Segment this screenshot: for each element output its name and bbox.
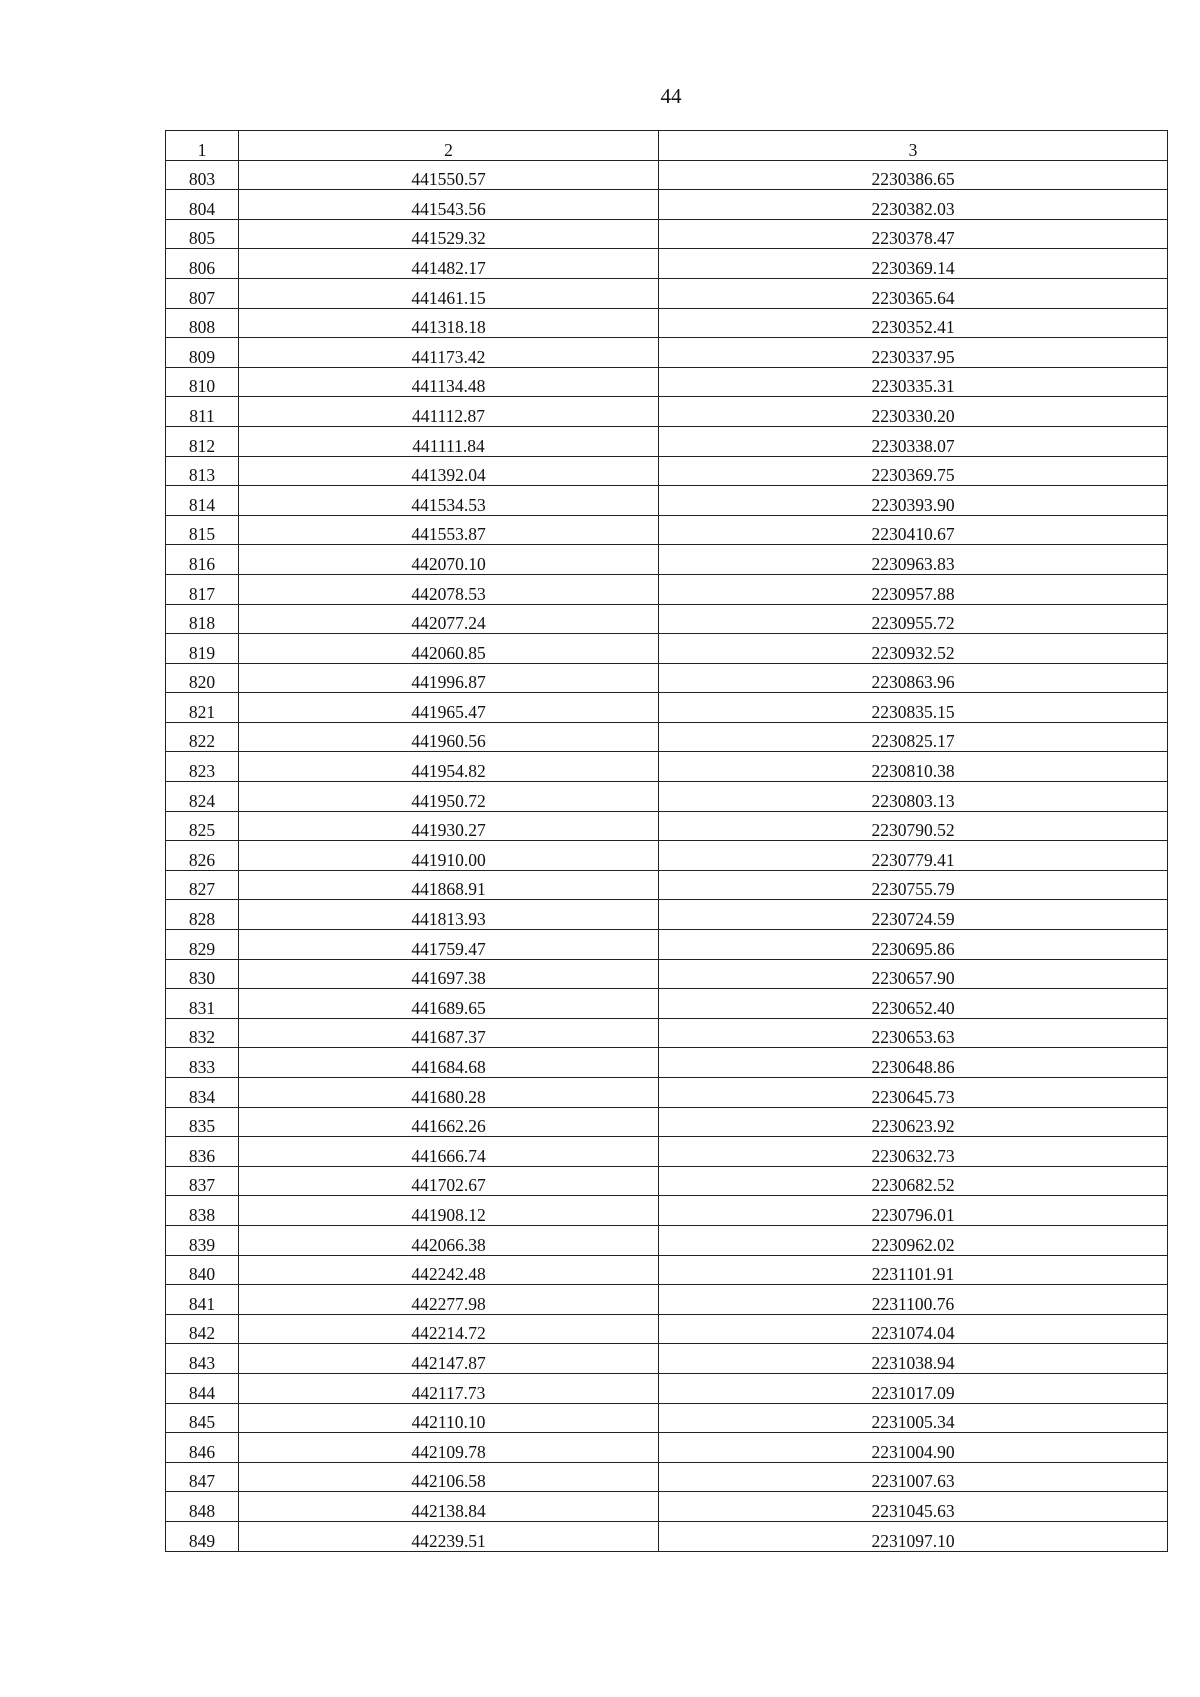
header-col-1: 1 <box>166 131 239 161</box>
table-row <box>166 308 1168 338</box>
table-row <box>166 959 1168 989</box>
y-coordinate-cell: 2230932.52 <box>659 634 1168 664</box>
x-coordinate-cell: 442077.24 <box>239 604 659 634</box>
x-coordinate-cell: 442109.78 <box>239 1433 659 1463</box>
table-row <box>166 900 1168 930</box>
x-coordinate-cell: 441813.93 <box>239 900 659 930</box>
x-coordinate-cell: 441134.48 <box>239 367 659 397</box>
y-coordinate-cell: 2230724.59 <box>659 900 1168 930</box>
y-coordinate-cell: 2230955.72 <box>659 604 1168 634</box>
point-number-cell: 844 <box>166 1373 239 1403</box>
table-row <box>166 1255 1168 1285</box>
x-coordinate-cell: 441482.17 <box>239 249 659 279</box>
x-coordinate-cell: 441534.53 <box>239 486 659 516</box>
point-number-cell: 809 <box>166 338 239 368</box>
point-number-cell: 842 <box>166 1314 239 1344</box>
point-number-cell: 832 <box>166 1018 239 1048</box>
x-coordinate-cell: 441930.27 <box>239 811 659 841</box>
point-number-cell: 845 <box>166 1403 239 1433</box>
y-coordinate-cell: 2230790.52 <box>659 811 1168 841</box>
x-coordinate-cell: 441318.18 <box>239 308 659 338</box>
y-coordinate-cell: 2230796.01 <box>659 1196 1168 1226</box>
point-number-cell: 827 <box>166 870 239 900</box>
x-coordinate-cell: 441553.87 <box>239 515 659 545</box>
y-coordinate-cell: 2230653.63 <box>659 1018 1168 1048</box>
x-coordinate-cell: 442070.10 <box>239 545 659 575</box>
table-row <box>166 1433 1168 1463</box>
x-coordinate-cell: 442214.72 <box>239 1314 659 1344</box>
y-coordinate-cell: 2230410.67 <box>659 515 1168 545</box>
x-coordinate-cell: 441550.57 <box>239 160 659 190</box>
y-coordinate-cell: 2230779.41 <box>659 841 1168 871</box>
point-number-cell: 831 <box>166 989 239 1019</box>
point-number-cell: 847 <box>166 1462 239 1492</box>
table-row <box>166 1137 1168 1167</box>
point-number-cell: 824 <box>166 782 239 812</box>
y-coordinate-cell: 2230835.15 <box>659 693 1168 723</box>
x-coordinate-cell: 441996.87 <box>239 663 659 693</box>
header-col-3: 3 <box>659 131 1168 161</box>
y-coordinate-cell: 2230657.90 <box>659 959 1168 989</box>
x-coordinate-cell: 442147.87 <box>239 1344 659 1374</box>
x-coordinate-cell: 442066.38 <box>239 1225 659 1255</box>
x-coordinate-cell: 442078.53 <box>239 574 659 604</box>
y-coordinate-cell: 2230393.90 <box>659 486 1168 516</box>
table-row <box>166 160 1168 190</box>
point-number-cell: 815 <box>166 515 239 545</box>
y-coordinate-cell: 2230810.38 <box>659 752 1168 782</box>
y-coordinate-cell: 2230386.65 <box>659 160 1168 190</box>
point-number-cell: 836 <box>166 1137 239 1167</box>
point-number-cell: 803 <box>166 160 239 190</box>
x-coordinate-cell: 442239.51 <box>239 1521 659 1551</box>
point-number-cell: 838 <box>166 1196 239 1226</box>
table-row <box>166 870 1168 900</box>
y-coordinate-cell: 2230957.88 <box>659 574 1168 604</box>
x-coordinate-cell: 441702.67 <box>239 1166 659 1196</box>
y-coordinate-cell: 2230378.47 <box>659 219 1168 249</box>
y-coordinate-cell: 2230682.52 <box>659 1166 1168 1196</box>
x-coordinate-cell: 441689.65 <box>239 989 659 1019</box>
y-coordinate-cell: 2230825.17 <box>659 722 1168 752</box>
x-coordinate-cell: 441687.37 <box>239 1018 659 1048</box>
table-row <box>166 249 1168 279</box>
y-coordinate-cell: 2230652.40 <box>659 989 1168 1019</box>
point-number-cell: 818 <box>166 604 239 634</box>
table-row <box>166 752 1168 782</box>
y-coordinate-cell: 2230369.75 <box>659 456 1168 486</box>
x-coordinate-cell: 441392.04 <box>239 456 659 486</box>
point-number-cell: 840 <box>166 1255 239 1285</box>
point-number-cell: 848 <box>166 1492 239 1522</box>
table-row <box>166 1492 1168 1522</box>
point-number-cell: 837 <box>166 1166 239 1196</box>
x-coordinate-cell: 442060.85 <box>239 634 659 664</box>
x-coordinate-cell: 441662.26 <box>239 1107 659 1137</box>
y-coordinate-cell: 2230648.86 <box>659 1048 1168 1078</box>
table-row <box>166 456 1168 486</box>
table-row <box>166 574 1168 604</box>
point-number-cell: 829 <box>166 930 239 960</box>
y-coordinate-cell: 2231045.63 <box>659 1492 1168 1522</box>
table-row <box>166 278 1168 308</box>
table-row <box>166 397 1168 427</box>
x-coordinate-cell: 441543.56 <box>239 190 659 220</box>
x-coordinate-cell: 442106.58 <box>239 1462 659 1492</box>
point-number-cell: 807 <box>166 278 239 308</box>
x-coordinate-cell: 442242.48 <box>239 1255 659 1285</box>
point-number-cell: 843 <box>166 1344 239 1374</box>
point-number-cell: 834 <box>166 1078 239 1108</box>
y-coordinate-cell: 2230803.13 <box>659 782 1168 812</box>
table-row <box>166 1107 1168 1137</box>
y-coordinate-cell: 2230632.73 <box>659 1137 1168 1167</box>
y-coordinate-cell: 2230623.92 <box>659 1107 1168 1137</box>
y-coordinate-cell: 2231097.10 <box>659 1521 1168 1551</box>
y-coordinate-cell: 2230369.14 <box>659 249 1168 279</box>
table-row <box>166 1166 1168 1196</box>
point-number-cell: 826 <box>166 841 239 871</box>
table-row <box>166 1344 1168 1374</box>
header-row <box>166 131 1168 161</box>
point-number-cell: 806 <box>166 249 239 279</box>
point-number-cell: 822 <box>166 722 239 752</box>
header-col-2: 2 <box>239 131 659 161</box>
x-coordinate-cell: 442117.73 <box>239 1373 659 1403</box>
x-coordinate-cell: 441666.74 <box>239 1137 659 1167</box>
y-coordinate-cell: 2230337.95 <box>659 338 1168 368</box>
table-row <box>166 1314 1168 1344</box>
x-coordinate-cell: 441461.15 <box>239 278 659 308</box>
y-coordinate-cell: 2230963.83 <box>659 545 1168 575</box>
table-row <box>166 1373 1168 1403</box>
point-number-cell: 810 <box>166 367 239 397</box>
point-number-cell: 804 <box>166 190 239 220</box>
point-number-cell: 805 <box>166 219 239 249</box>
point-number-cell: 813 <box>166 456 239 486</box>
table-row <box>166 722 1168 752</box>
y-coordinate-cell: 2230330.20 <box>659 397 1168 427</box>
point-number-cell: 825 <box>166 811 239 841</box>
table-row <box>166 367 1168 397</box>
table-row <box>166 841 1168 871</box>
y-coordinate-cell: 2231017.09 <box>659 1373 1168 1403</box>
table-row <box>166 811 1168 841</box>
table-row <box>166 1078 1168 1108</box>
point-number-cell: 812 <box>166 426 239 456</box>
y-coordinate-cell: 2230863.96 <box>659 663 1168 693</box>
point-number-cell: 828 <box>166 900 239 930</box>
point-number-cell: 835 <box>166 1107 239 1137</box>
table-row <box>166 1225 1168 1255</box>
x-coordinate-cell: 441868.91 <box>239 870 659 900</box>
y-coordinate-cell: 2230645.73 <box>659 1078 1168 1108</box>
table-row <box>166 663 1168 693</box>
y-coordinate-cell: 2231004.90 <box>659 1433 1168 1463</box>
point-number-cell: 814 <box>166 486 239 516</box>
table-row <box>166 1462 1168 1492</box>
x-coordinate-cell: 442110.10 <box>239 1403 659 1433</box>
y-coordinate-cell: 2231074.04 <box>659 1314 1168 1344</box>
point-number-cell: 819 <box>166 634 239 664</box>
table-row <box>166 426 1168 456</box>
table-row <box>166 219 1168 249</box>
point-number-cell: 811 <box>166 397 239 427</box>
table-row <box>166 190 1168 220</box>
x-coordinate-cell: 442138.84 <box>239 1492 659 1522</box>
table-row <box>166 545 1168 575</box>
y-coordinate-cell: 2230695.86 <box>659 930 1168 960</box>
y-coordinate-cell: 2230382.03 <box>659 190 1168 220</box>
table-body <box>166 160 1168 1551</box>
y-coordinate-cell: 2231100.76 <box>659 1285 1168 1315</box>
y-coordinate-cell: 2231007.63 <box>659 1462 1168 1492</box>
x-coordinate-cell: 441112.87 <box>239 397 659 427</box>
table-row <box>166 486 1168 516</box>
point-number-cell: 823 <box>166 752 239 782</box>
y-coordinate-cell: 2231038.94 <box>659 1344 1168 1374</box>
x-coordinate-cell: 442277.98 <box>239 1285 659 1315</box>
y-coordinate-cell: 2231005.34 <box>659 1403 1168 1433</box>
y-coordinate-cell: 2230365.64 <box>659 278 1168 308</box>
x-coordinate-cell: 441910.00 <box>239 841 659 871</box>
table-row <box>166 782 1168 812</box>
x-coordinate-cell: 441680.28 <box>239 1078 659 1108</box>
table-row <box>166 1196 1168 1226</box>
y-coordinate-cell: 2230338.07 <box>659 426 1168 456</box>
y-coordinate-cell: 2231101.91 <box>659 1255 1168 1285</box>
point-number-cell: 830 <box>166 959 239 989</box>
point-number-cell: 808 <box>166 308 239 338</box>
table-row <box>166 338 1168 368</box>
table-row <box>166 1048 1168 1078</box>
table-row <box>166 1285 1168 1315</box>
x-coordinate-cell: 441759.47 <box>239 930 659 960</box>
x-coordinate-cell: 441954.82 <box>239 752 659 782</box>
table-row <box>166 604 1168 634</box>
table-row <box>166 634 1168 664</box>
y-coordinate-cell: 2230962.02 <box>659 1225 1168 1255</box>
point-number-cell: 846 <box>166 1433 239 1463</box>
point-number-cell: 841 <box>166 1285 239 1315</box>
y-coordinate-cell: 2230335.31 <box>659 367 1168 397</box>
page-number: 44 <box>660 84 682 108</box>
table-header <box>166 131 1168 161</box>
table-row <box>166 1018 1168 1048</box>
x-coordinate-cell: 441965.47 <box>239 693 659 723</box>
table-row <box>166 515 1168 545</box>
coordinates-table <box>165 130 1168 1552</box>
x-coordinate-cell: 441697.38 <box>239 959 659 989</box>
x-coordinate-cell: 441960.56 <box>239 722 659 752</box>
point-number-cell: 849 <box>166 1521 239 1551</box>
x-coordinate-cell: 441173.42 <box>239 338 659 368</box>
point-number-cell: 821 <box>166 693 239 723</box>
point-number-cell: 833 <box>166 1048 239 1078</box>
point-number-cell: 839 <box>166 1225 239 1255</box>
point-number-cell: 820 <box>166 663 239 693</box>
table-row <box>166 1521 1168 1551</box>
table-row <box>166 989 1168 1019</box>
x-coordinate-cell: 441111.84 <box>239 426 659 456</box>
x-coordinate-cell: 441529.32 <box>239 219 659 249</box>
table-row <box>166 693 1168 723</box>
y-coordinate-cell: 2230352.41 <box>659 308 1168 338</box>
point-number-cell: 816 <box>166 545 239 575</box>
table-row <box>166 1403 1168 1433</box>
y-coordinate-cell: 2230755.79 <box>659 870 1168 900</box>
table-row <box>166 930 1168 960</box>
x-coordinate-cell: 441950.72 <box>239 782 659 812</box>
point-number-cell: 817 <box>166 574 239 604</box>
x-coordinate-cell: 441908.12 <box>239 1196 659 1226</box>
x-coordinate-cell: 441684.68 <box>239 1048 659 1078</box>
